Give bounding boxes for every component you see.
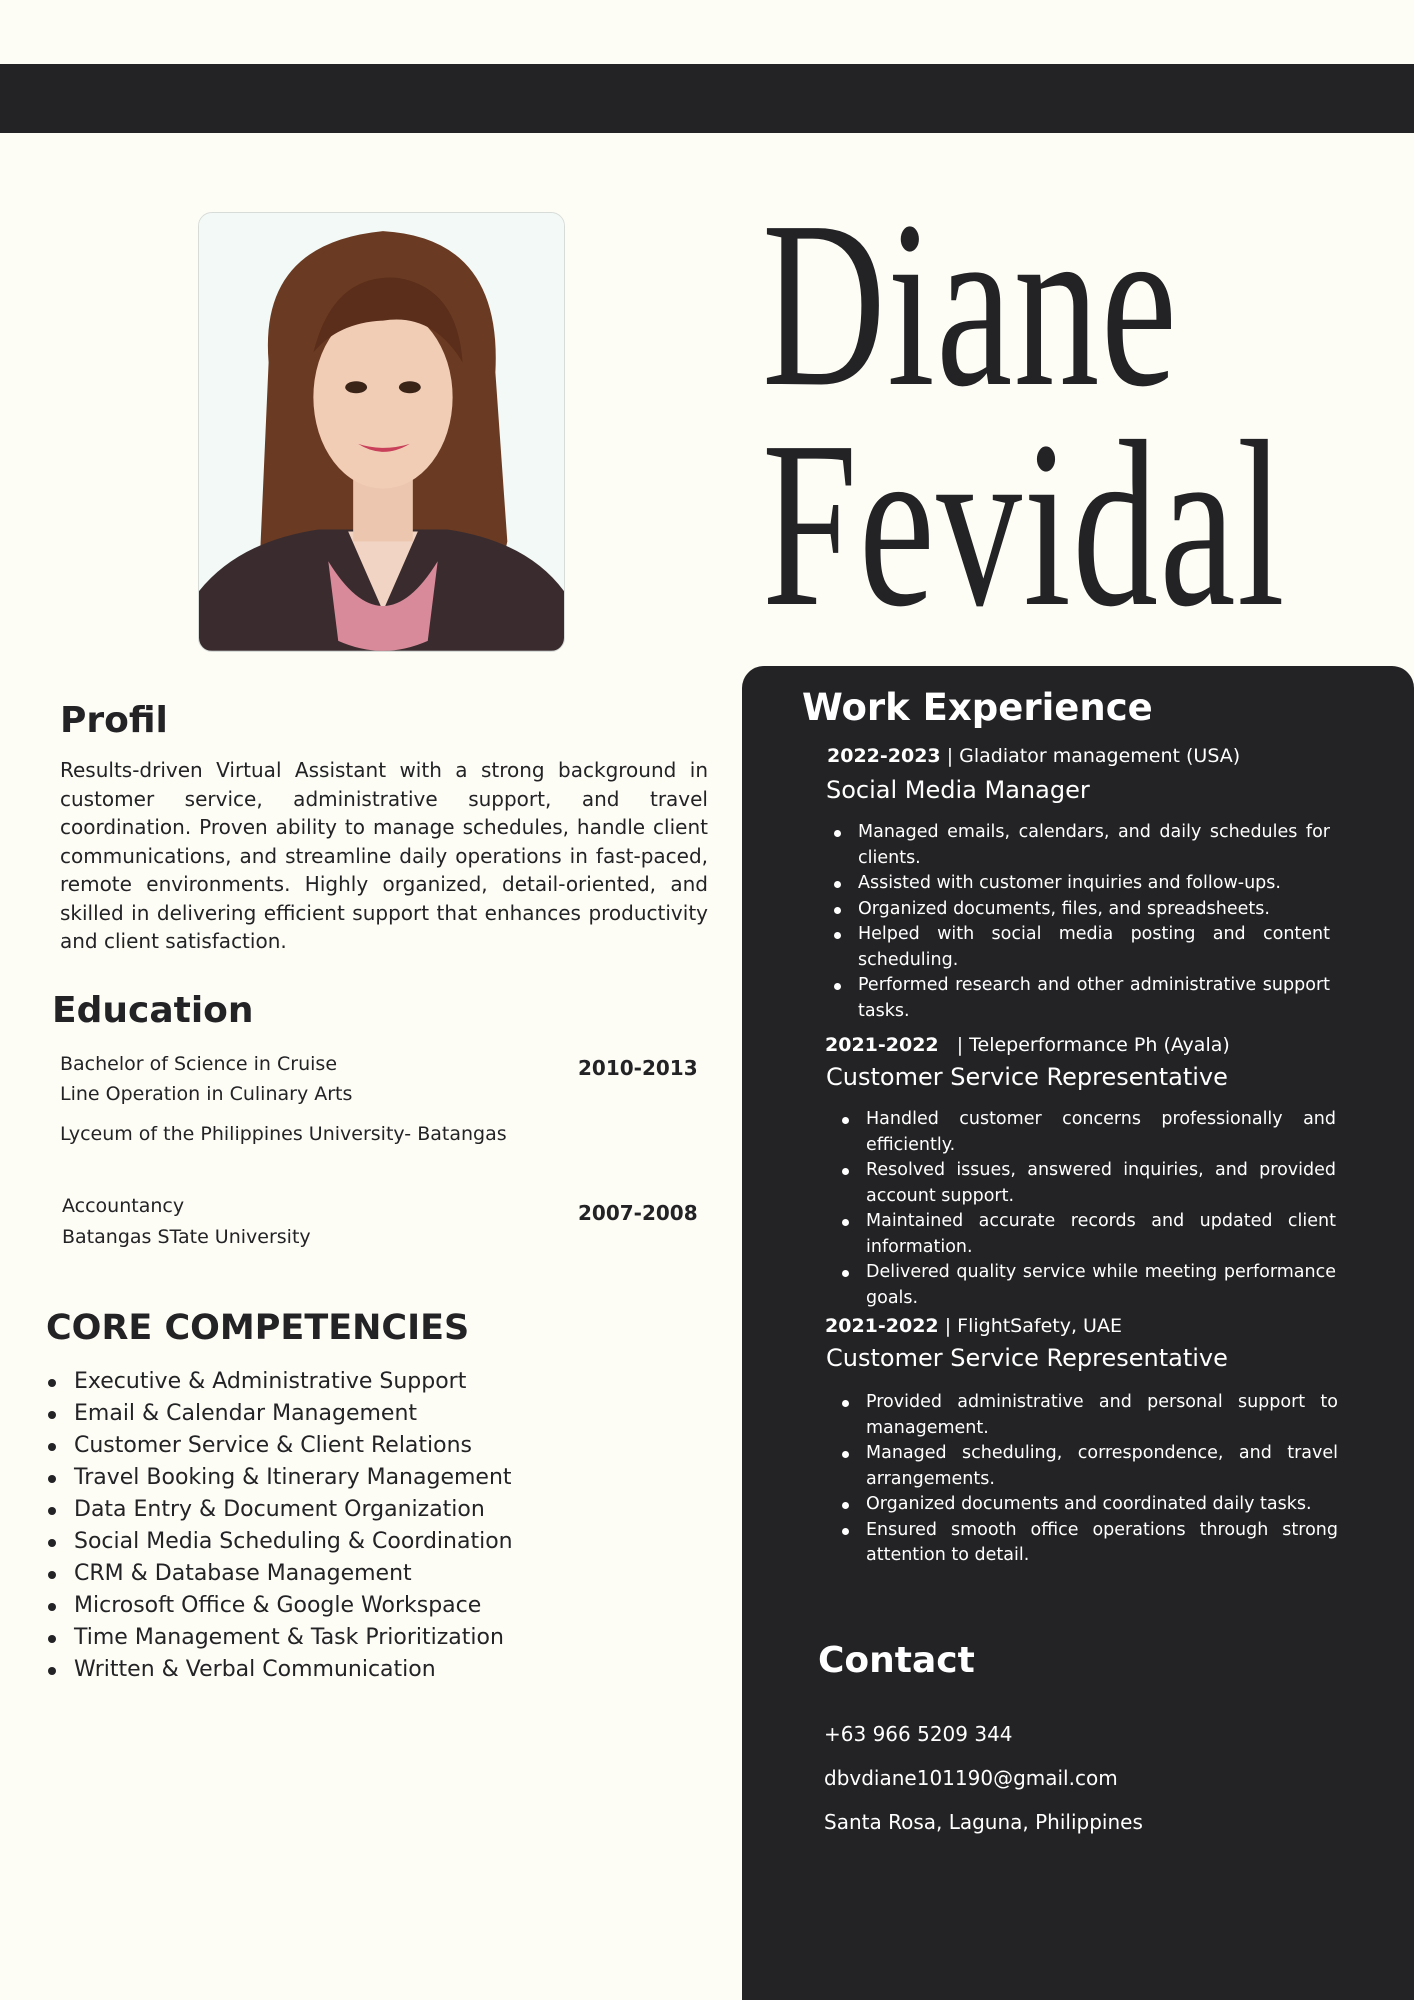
job-role: Customer Service Representative [826,1344,1228,1372]
job-company: | FlightSafety, UAE [944,1315,1122,1337]
list-item: Data Entry & Document Organization [46,1494,513,1526]
job-company: | Teleperformance Ph (Ayala) [956,1034,1230,1056]
list-item: Organized documents and coordinated daily tasks. [836,1492,1338,1518]
list-item: Resolved issues, answered inquiries, and provided account support. [836,1158,1336,1209]
list-item: CRM & Database Management [46,1558,513,1590]
education-school: Lyceum of the Philippines University- Batangas [60,1123,507,1145]
education-years: 2010-2013 [578,1056,698,1080]
list-item: Written & Verbal Communication [46,1654,513,1686]
job-company: | Gladiator management (USA) [946,745,1241,767]
profile-text: Results-driven Virtual Assistant with a strong background in customer service, administrative support, and travel coordination. Proven ability to manage schedules, handle client communications, and streamline daily operations in fast-paced, remote environments. Highly organized, detail-oriented, and skilled in delivering efficient support that enhances productivity and client satisfaction. [60,758,708,953]
last-name: Fevidal [762,393,1287,656]
list-item: Time Management & Task Prioritization [46,1622,513,1654]
contact-phone[interactable]: +63 966 5209 344 [824,1722,1013,1746]
education-degree-line1: Accountancy [62,1195,185,1217]
education-degree-line2: Line Operation in Culinary Arts [60,1083,353,1105]
first-name: Diane [762,173,1179,436]
contact-email[interactable]: dbvdiane101190@gmail.com [824,1766,1118,1790]
header-bar [0,64,1414,133]
education-degree-line1: Bachelor of Science in Cruise [60,1053,338,1075]
list-item: Helped with social media posting and content scheduling. [828,922,1330,973]
list-item: Performed research and other administrative support tasks. [828,973,1330,1024]
education-school: Batangas STate University [62,1226,311,1248]
job-header [825,1315,1122,1337]
job-header [827,745,1240,767]
list-item: Handled customer concerns professionally and efficiently. [836,1107,1336,1158]
profile-photo [198,212,565,652]
list-item: Organized documents, files, and spreadsheets. [828,897,1330,923]
job-years: 2021-2022 [825,1315,939,1337]
job-role: Customer Service Representative [826,1063,1228,1091]
list-item: Travel Booking & Itinerary Management [46,1462,513,1494]
job-years: 2021-2022 [825,1034,939,1056]
education-years: 2007-2008 [578,1201,698,1225]
list-item: Email & Calendar Management [46,1398,513,1430]
portrait-image [199,213,564,651]
profile-title: Profil [60,700,168,741]
contact-address: Santa Rosa, Laguna, Philippines [824,1810,1143,1834]
job-header [825,1034,1230,1056]
list-item: Provided administrative and personal support to management. [836,1390,1338,1441]
list-item: Ensured smooth office operations through strong attention to detail. [836,1518,1338,1569]
list-item: Executive & Administrative Support [46,1366,513,1398]
list-item: Delivered quality service while meeting performance goals. [836,1260,1336,1311]
list-item: Managed emails, calendars, and daily schedules for clients. [828,820,1330,871]
education-title: Education [52,990,254,1031]
list-item: Assisted with customer inquiries and follow-ups. [828,871,1330,897]
job-bullets [828,820,1330,1024]
job-bullets [836,1390,1338,1569]
competencies-list [46,1366,513,1686]
contact-title: Contact [818,1640,975,1681]
competencies-title: CORE COMPETENCIES [46,1308,470,1348]
job-years: 2022-2023 [827,745,941,767]
list-item: Customer Service & Client Relations [46,1430,513,1462]
list-item: Microsoft Office & Google Workspace [46,1590,513,1622]
list-item: Maintained accurate records and updated client information. [836,1209,1336,1260]
list-item: Managed scheduling, correspondence, and travel arrangements. [836,1441,1338,1492]
job-bullets [836,1107,1336,1311]
candidate-name [762,173,1287,656]
list-item: Social Media Scheduling & Coordination [46,1526,513,1558]
job-role: Social Media Manager [826,776,1090,804]
work-experience-title: Work Experience [802,686,1153,729]
